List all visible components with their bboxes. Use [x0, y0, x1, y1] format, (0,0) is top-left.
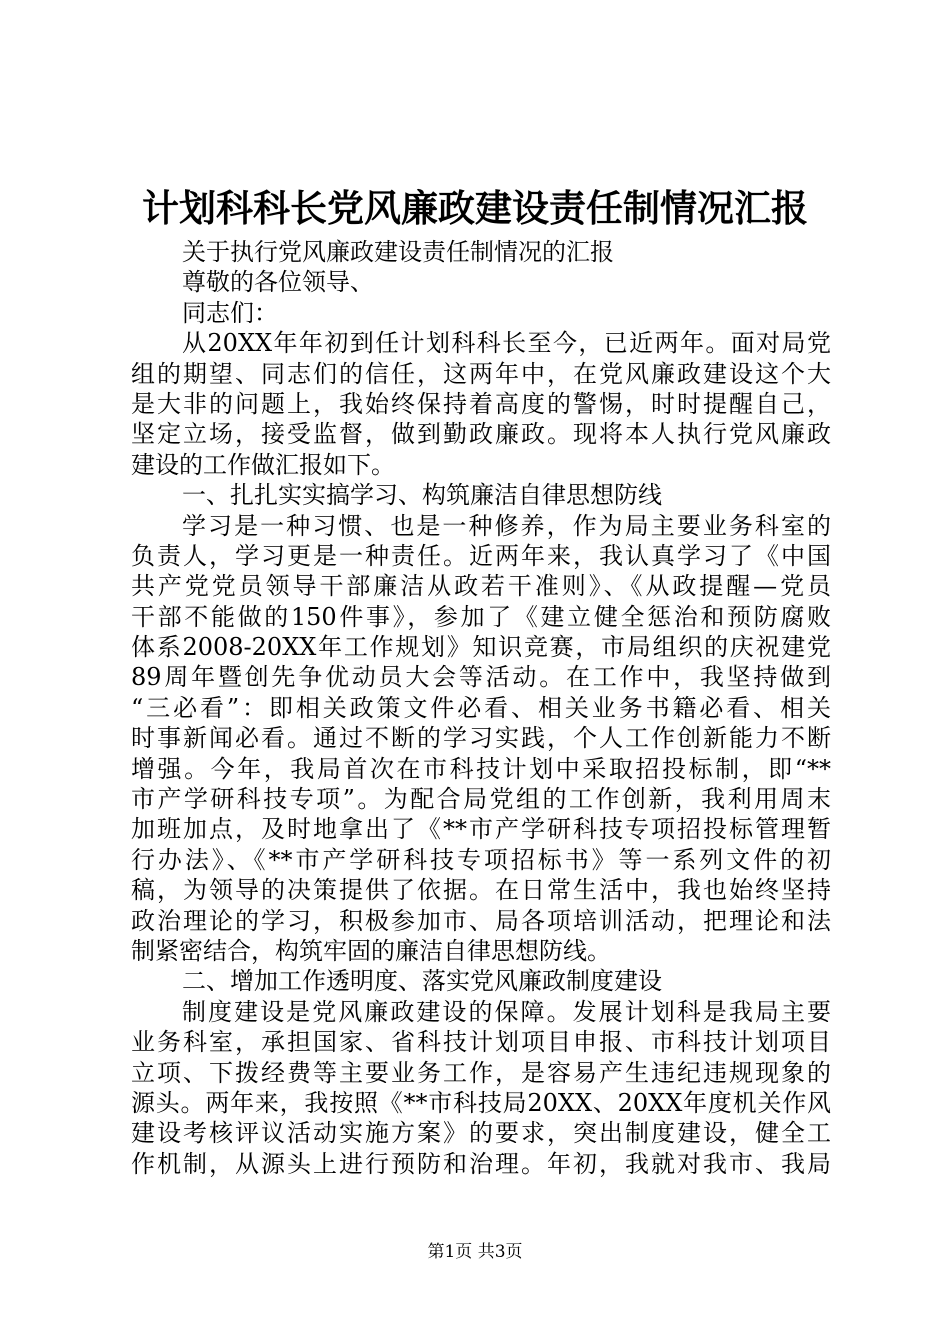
paragraph-line: 一、扎扎实实搞学习、构筑廉洁自律思想防线 — [182, 481, 662, 510]
paragraph-line: 负责人，学习更是一种责任。近两年来，我认真学习了《中国 — [131, 541, 831, 570]
paragraph-line: 建设考核评议活动实施方案》的要求，突出制度建设，健全工 — [131, 1119, 831, 1148]
paragraph-line: 作机制，从源头上进行预防和治理。年初，我就对我市、我局 — [131, 1149, 831, 1178]
document-body — [131, 237, 831, 1179]
paragraph-line: 加班加点，及时地拿出了《**市产学研科技专项招投标管理暂 — [131, 815, 831, 844]
paragraph-line: 共产党党员领导干部廉洁从政若干准则》、《从政提醒—党员 — [131, 572, 831, 601]
paragraph-line: 组的期望、同志们的信任，这两年中，在党风廉政建设这个大 — [131, 359, 831, 388]
paragraph-line: 学习是一种习惯、也是一种修养，作为局主要业务科室的 — [182, 511, 831, 540]
paragraph-line: 关于执行党风廉政建设责任制情况的汇报 — [182, 238, 614, 266]
document-title: 计划科科长党风廉政建设责任制情况汇报 — [142, 186, 808, 230]
paragraph-line: 稿，为领导的决策提供了依据。在日常生活中，我也始终坚持 — [131, 876, 831, 905]
page-footer: 第1页 共3页 — [427, 1242, 523, 1262]
paragraph-line: 坚定立场，接受监督，做到勤政廉政。现将本人执行党风廉政 — [131, 420, 831, 449]
paragraph-line: 89周年暨创先争优动员大会等活动。在工作中，我坚持做到 — [131, 663, 831, 692]
paragraph-line: 同志们： — [182, 298, 278, 327]
paragraph-line: 建设的工作做汇报如下。 — [131, 450, 395, 479]
paragraph-line: 二、增加工作透明度、落实党风廉政制度建设 — [182, 967, 662, 996]
paragraph-line: 市产学研科技专项”。为配合局党组的工作创新，我利用周末 — [131, 785, 831, 814]
paragraph-line: “三必看”：即相关政策文件必看、相关业务书籍必看、相关 — [131, 693, 831, 722]
paragraph-line: 尊敬的各位领导、 — [182, 268, 374, 297]
paragraph-line: 增强。今年，我局首次在市科技计划中采取招投标制，即“** — [131, 754, 831, 783]
paragraph-line: 干部不能做的150件事》，参加了《建立健全惩治和预防腐败 — [131, 602, 831, 631]
paragraph-line: 政治理论的学习，积极参加市、局各项培训活动，把理论和法 — [131, 906, 831, 935]
paragraph-line: 业务科室，承担国家、省科技计划项目申报、市科技计划项目 — [131, 1028, 831, 1057]
paragraph-line: 制紧密结合，构筑牢固的廉洁自律思想防线。 — [131, 936, 611, 965]
paragraph-line: 制度建设是党风廉政建设的保障。发展计划科是我局主要 — [182, 997, 831, 1026]
paragraph-line: 从20XX年年初到任计划科科长至今，已近两年。面对局党 — [182, 329, 831, 358]
paragraph-line: 源头。两年来，我按照《**市科技局20XX、20XX年度机关作风 — [131, 1088, 831, 1117]
paragraph-line: 行办法》、《**市产学研科技专项招标书》等一系列文件的初 — [131, 845, 831, 874]
paragraph-line: 是大非的问题上，我始终保持着高度的警惕，时时提醒自己， — [131, 389, 831, 418]
paragraph-line: 时事新闻必看。通过不断的学习实践，个人工作创新能力不断 — [131, 724, 831, 753]
paragraph-line: 立项、下拨经费等主要业务工作，是容易产生违纪违规现象的 — [131, 1058, 831, 1087]
paragraph-line: 体系2008-20XX年工作规划》知识竞赛，市局组织的庆祝建党 — [131, 633, 831, 662]
